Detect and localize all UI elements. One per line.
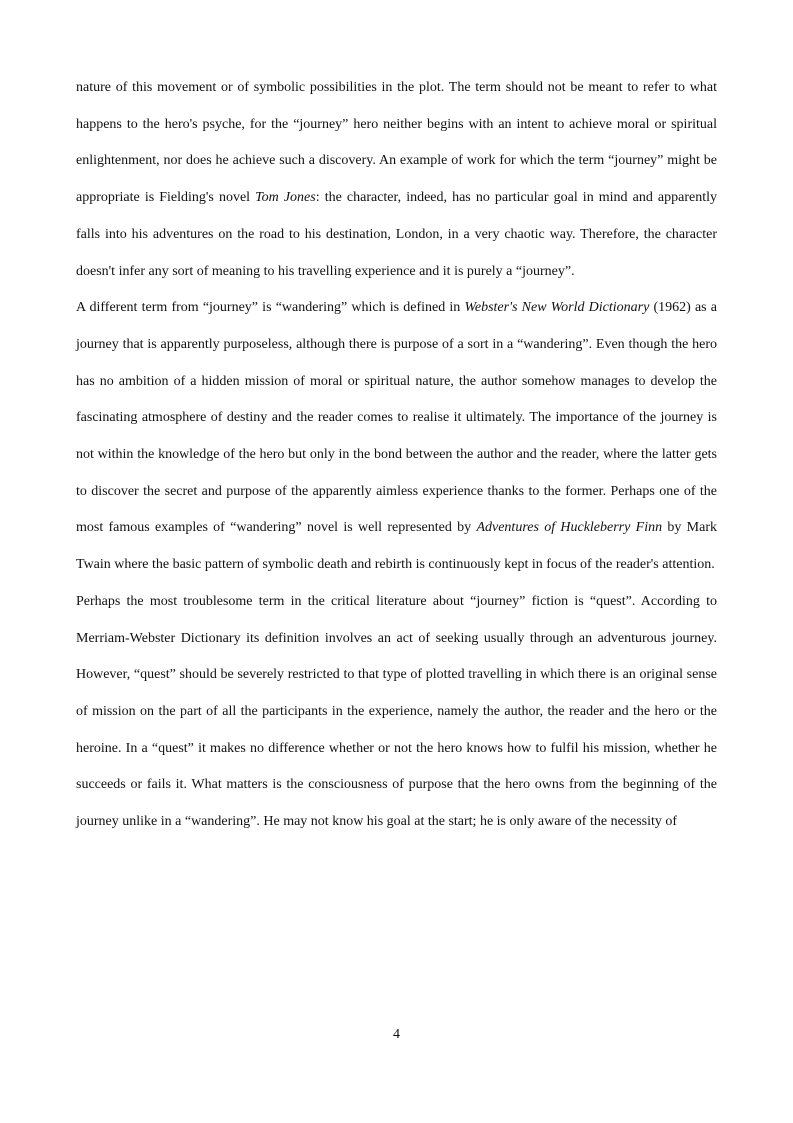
text-run: nature of this movement or of symbolic possibilities in the plot. The term should not be meant to refer to what happens to the hero's psyche, for the “journey” hero neither begins with an intent to achieve moral or spiritual enlightenment, nor does he achieve such a discovery. An example of work for which the term “journey” might be appropriate is Fielding's novel: [76, 80, 717, 206]
dictionary-title: Webster's New World Dictionary: [464, 300, 650, 316]
text-run: A different term from “journey” is “wandering” which is defined in: [76, 300, 465, 316]
book-title: Adventures of Huckleberry Finn: [476, 520, 663, 536]
text-run: (1962) as a journey that is apparently purposeless, although there is purpose of a sort in a “wandering”. Even though the hero has no ambition of a hidden mission of moral or spiritual nature, the author somehow manages to develop the fascinating atmosphere of destiny and the reader comes to realise it ultimately. The importance of the journey is not within the knowledge of the hero but only in the bond between the author and the reader, where the latter gets to discover the secret and purpose of the apparently aimless experience thanks to the former. Perhaps one of the most famous examples of “wandering” novel is well represented by: [76, 300, 718, 536]
page-number: 4: [393, 1027, 400, 1042]
page-body: [76, 70, 717, 841]
paragraph-wandering: [76, 290, 717, 584]
book-title: Tom Jones: [255, 190, 316, 206]
paragraph-journey: [76, 70, 717, 290]
paragraph-quest: [76, 584, 717, 841]
text-run: : the character, indeed, has no particular goal in mind and apparently falls into his adventures on the road to his destination, London, in a very chaotic way. Therefore, the character doesn't infer any sort of meaning to his travelling experience and it is purely a “journey”.: [76, 190, 718, 279]
text-run: by Mark Twain where the basic pattern of symbolic death and rebirth is continuously kept in focus of the reader's attention.: [76, 520, 717, 573]
text-run: Perhaps the most troublesome term in the critical literature about “journey” fiction is “quest”. According to Merriam-Webster Dictionary its definition involves an act of seeking usually through an adventurous journey. However, “quest” should be severely restricted to that type of plotted travelling in which there is an original sense of mission on the part of all the participants in the experience, namely the author, the reader and the hero or the heroine. In a “quest” it makes no difference whether or not the hero knows how to fulfil his mission, whether he succeeds or fails it. What matters is the consciousness of purpose that the hero owns from the beginning of the journey unlike in a “wandering”. He may not know his goal at the start; he is only aware of the necessity of: [76, 593, 717, 830]
